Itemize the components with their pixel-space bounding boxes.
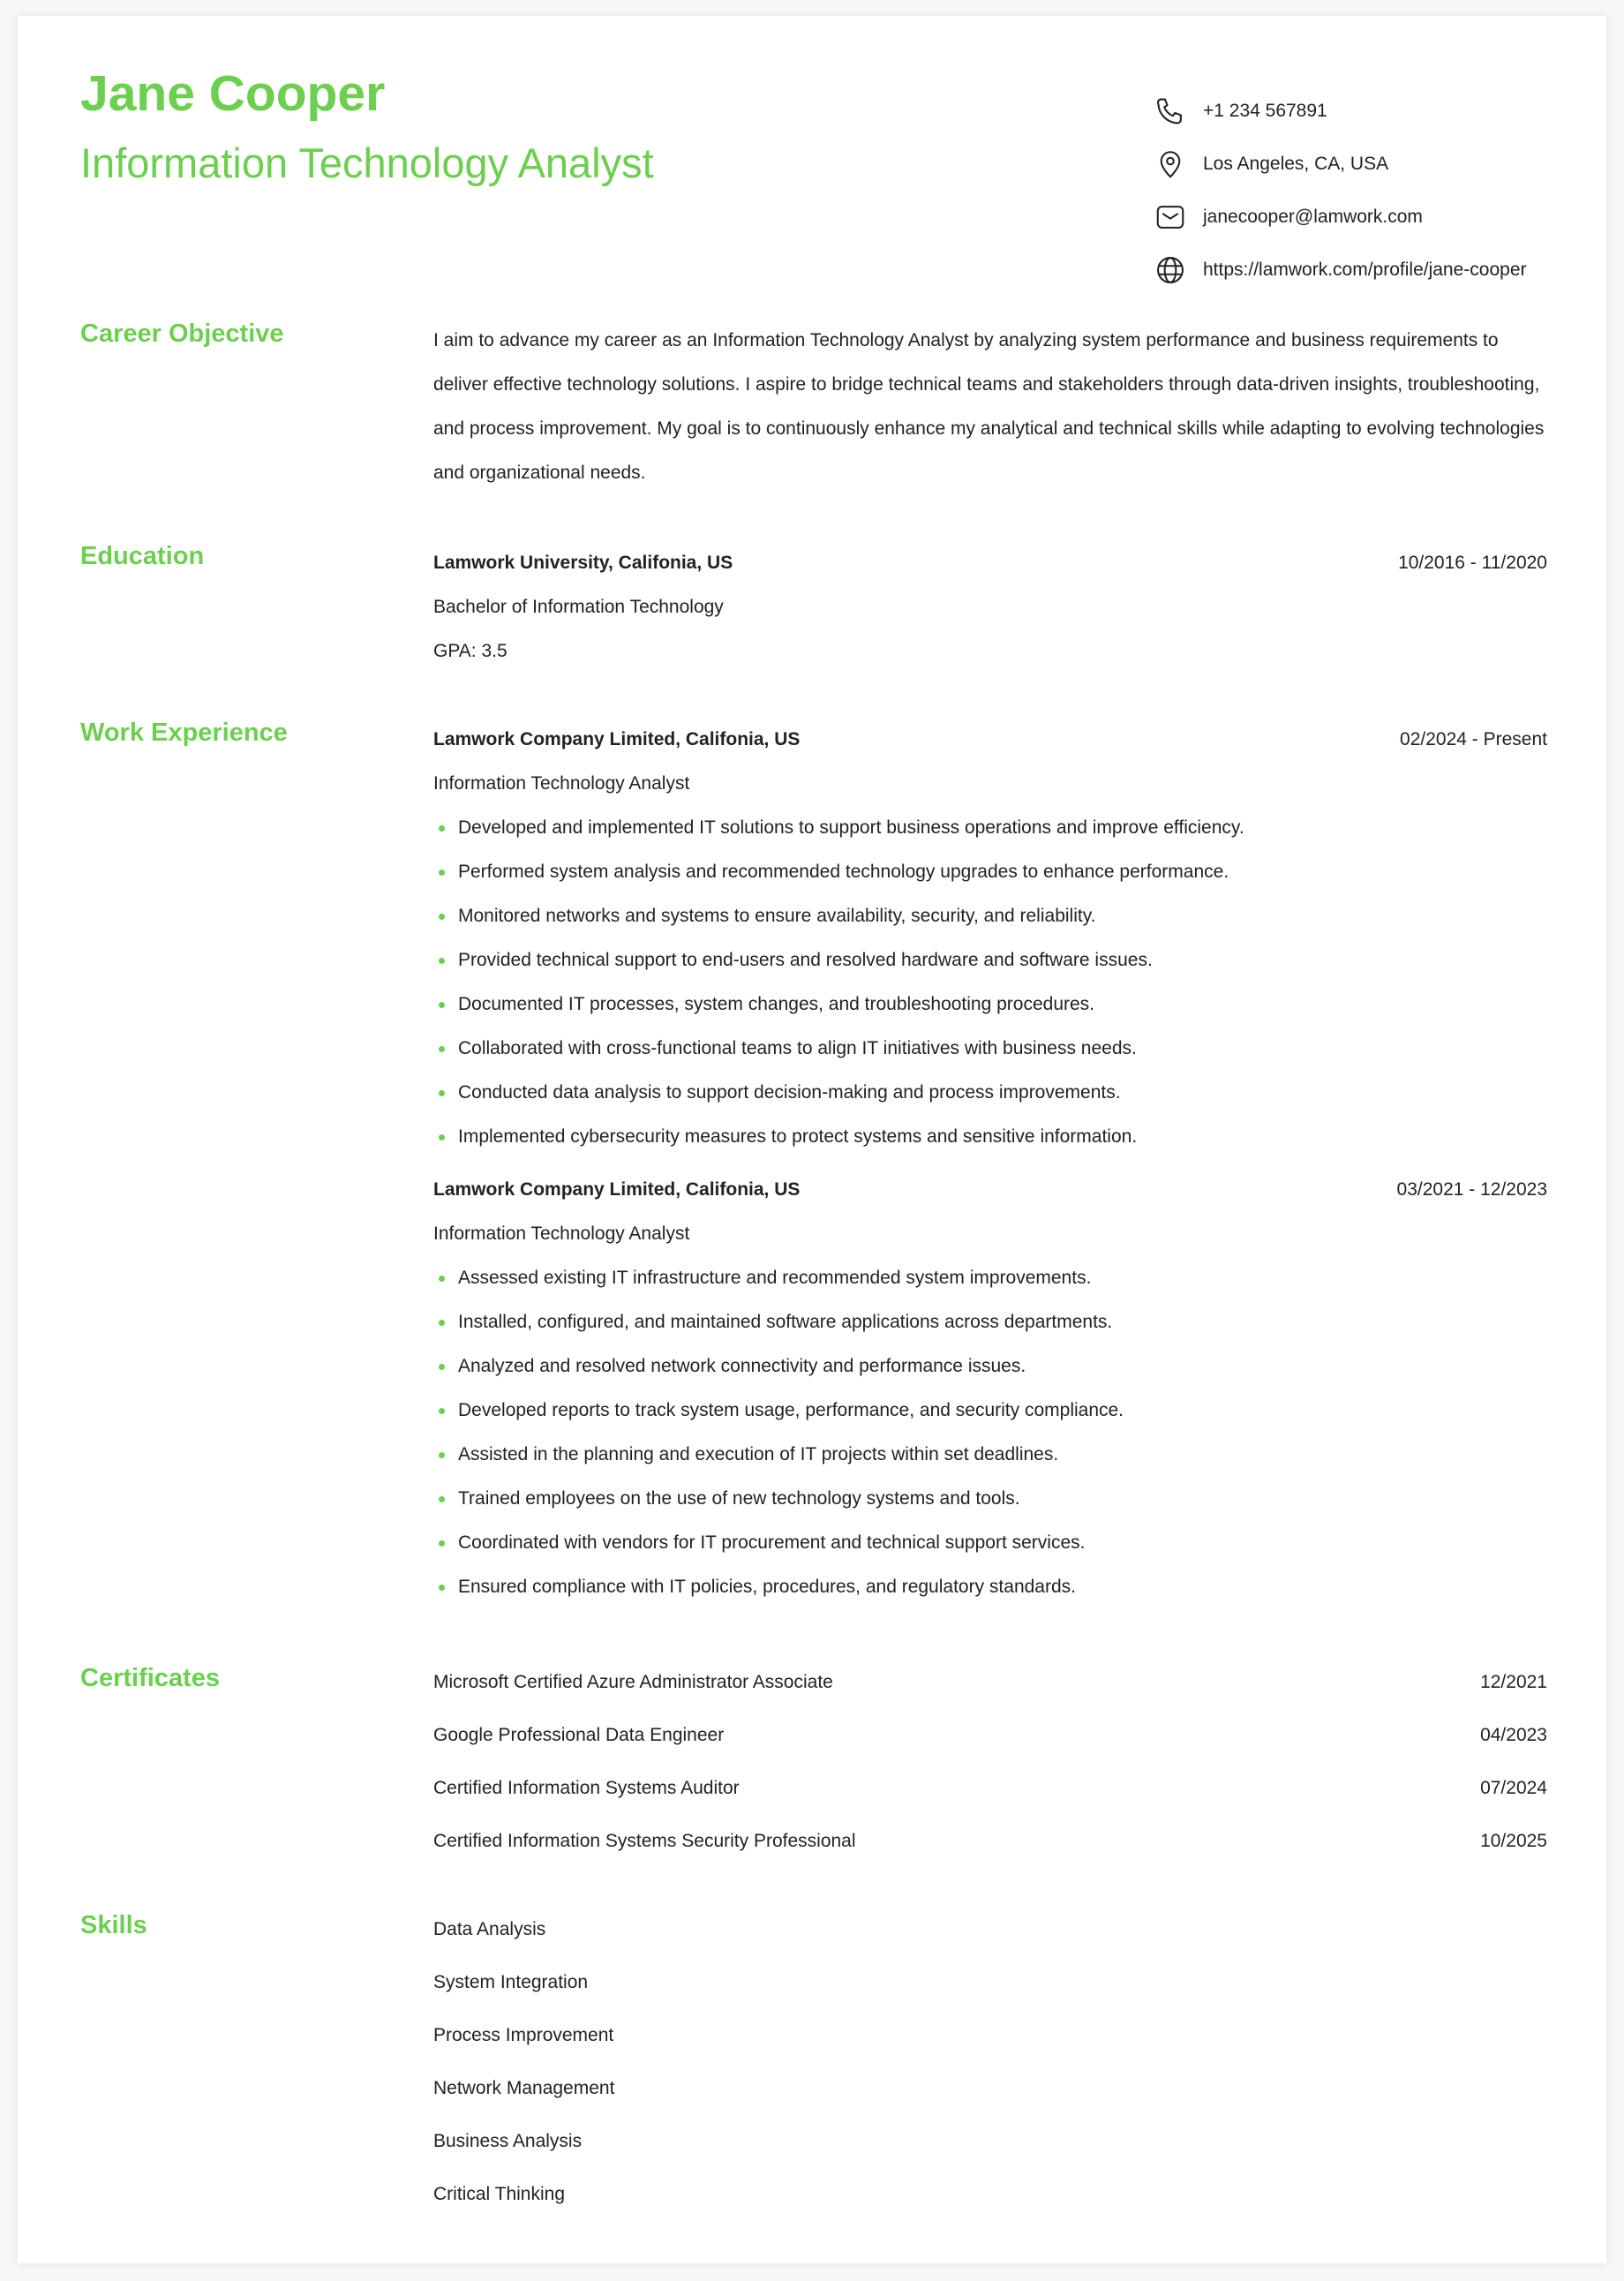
section-body <box>433 541 1547 674</box>
list-item <box>433 1565 1547 1609</box>
list-item <box>433 850 1547 894</box>
certificate-date: 10/2025 <box>1480 1831 1547 1851</box>
certificate-date: 12/2021 <box>1480 1672 1547 1692</box>
certificate-name: Microsoft Certified Azure Administrator Associate <box>433 1672 833 1692</box>
company-name: Lamwork Company Limited, Califonia, US <box>433 1179 801 1200</box>
list-item <box>433 1115 1547 1159</box>
certificate-row <box>433 1815 1547 1868</box>
skill-item: Business Analysis <box>433 2131 583 2151</box>
certificate-row <box>433 1709 1547 1762</box>
job-role: Information Technology Analyst <box>433 773 690 794</box>
bullet-dot-icon <box>439 869 445 876</box>
bullet-text: Provided technical support to end-users and resolved hardware and software issues. <box>458 950 1153 970</box>
contact-website <box>1154 244 1568 297</box>
bullet-text: Implemented cybersecurity measures to protect systems and sensitive information. <box>458 1126 1138 1147</box>
list-item <box>433 806 1547 850</box>
list-item <box>433 1027 1547 1071</box>
job-bullets <box>433 1256 1547 1609</box>
skill-item: Critical Thinking <box>433 2184 565 2204</box>
skill-item: Process Improvement <box>433 2025 614 2045</box>
list-item <box>433 894 1547 938</box>
bullet-text: Developed and implemented IT solutions to support business operations and improve efficiency. <box>458 817 1244 838</box>
list-item <box>433 1389 1547 1433</box>
bullet-dot-icon <box>439 1408 445 1414</box>
bullet-text: Assisted in the planning and execution of IT projects within set deadlines. <box>458 1444 1059 1464</box>
bullet-text: Coordinated with vendors for IT procurement and technical support services. <box>458 1532 1086 1553</box>
bullet-text: Documented IT processes, system changes, and troubleshooting procedures. <box>458 994 1095 1014</box>
education-dates: 10/2016 - 11/2020 <box>1398 553 1547 573</box>
job-header-row <box>433 718 1547 762</box>
globe-icon <box>1154 253 1187 287</box>
gpa: GPA: 3.5 <box>433 641 508 661</box>
bullet-text: Monitored networks and systems to ensure availability, security, and reliability. <box>458 906 1096 926</box>
list-item <box>433 1071 1547 1115</box>
job-entry <box>433 718 1547 1159</box>
resume-page <box>18 16 1606 2263</box>
contact-phone-text: +1 234 567891 <box>1203 101 1327 121</box>
list-item <box>433 938 1547 982</box>
list-item <box>433 982 1547 1027</box>
list-item <box>433 1521 1547 1565</box>
certificate-name: Certified Information Systems Security Professional <box>433 1831 856 1851</box>
company-name: Lamwork Company Limited, Califonia, US <box>433 729 801 749</box>
section-title: Work Experience <box>80 719 288 747</box>
bullet-dot-icon <box>439 1452 445 1458</box>
bullet-dot-icon <box>439 1364 445 1370</box>
list-item <box>433 1477 1547 1521</box>
job-entry <box>433 1168 1547 1609</box>
candidate-title: Information Technology Analyst <box>80 139 654 186</box>
job-role: Information Technology Analyst <box>433 1223 690 1244</box>
job-dates: 03/2021 - 12/2023 <box>1396 1179 1547 1200</box>
education-header-row <box>433 541 1547 585</box>
job-header-row <box>433 1168 1547 1212</box>
certificate-row <box>433 1656 1547 1709</box>
contact-email <box>1154 191 1568 244</box>
contact-location <box>1154 138 1568 191</box>
bullet-text: Developed reports to track system usage, performance, and security compliance. <box>458 1400 1124 1420</box>
section-title: Certificates <box>80 1664 220 1692</box>
contact-email-text[interactable]: janecooper@lamwork.com <box>1203 207 1423 227</box>
list-item <box>433 1256 1547 1300</box>
job-dates: 02/2024 - Present <box>1400 729 1547 749</box>
bullet-dot-icon <box>439 1540 445 1547</box>
section-body <box>433 1656 1547 1868</box>
contact-phone <box>1154 85 1568 138</box>
bullet-text: Installed, configured, and maintained software applications across departments. <box>458 1312 1113 1332</box>
location-pin-icon <box>1154 147 1187 181</box>
bullet-text: Performed system analysis and recommended technology upgrades to enhance performance. <box>458 862 1229 882</box>
contact-website-text[interactable]: https://lamwork.com/profile/jane-cooper <box>1203 260 1527 280</box>
list-item <box>433 1300 1547 1344</box>
certificate-row <box>433 1762 1547 1815</box>
bullet-dot-icon <box>439 1496 445 1502</box>
certificate-date: 07/2024 <box>1480 1778 1547 1798</box>
bullet-dot-icon <box>439 914 445 920</box>
school-name: Lamwork University, Califonia, US <box>433 553 733 573</box>
bullet-dot-icon <box>439 1320 445 1326</box>
bullet-dot-icon <box>439 1585 445 1591</box>
contact-location-text: Los Angeles, CA, USA <box>1203 154 1389 174</box>
bullet-dot-icon <box>439 825 445 832</box>
phone-icon <box>1154 94 1187 128</box>
bullet-dot-icon <box>439 1134 445 1140</box>
skill-item: Data Analysis <box>433 1919 546 1939</box>
section-title: Skills <box>80 1911 147 1939</box>
certificate-name: Google Professional Data Engineer <box>433 1725 725 1745</box>
resume-header <box>80 65 1563 280</box>
section-title: Education <box>80 542 205 570</box>
contact-list <box>1154 85 1568 297</box>
certificate-date: 04/2023 <box>1480 1725 1547 1745</box>
bullet-text: Analyzed and resolved network connectivity and performance issues. <box>458 1356 1026 1376</box>
bullet-dot-icon <box>439 1276 445 1282</box>
bullet-text: Trained employees on the use of new technology systems and tools. <box>458 1488 1020 1509</box>
objective-text: I aim to advance my career as an Information Technology Analyst by analyzing system performance and business requirements to deliver effective technology solutions. I aspire to bridge technical teams and stakeholders through data-driven insights, troubleshooting, and process improvement. My goal is to continuously enhance my analytical and technical skills while adapting to evolving technologies and organizational needs. <box>433 330 1545 483</box>
bullet-text: Collaborated with cross-functional teams to align IT initiatives with business needs. <box>458 1038 1137 1058</box>
section-body <box>433 1903 1547 2221</box>
list-item <box>433 1344 1547 1389</box>
job-bullets <box>433 806 1547 1159</box>
bullet-dot-icon <box>439 958 445 964</box>
section-body <box>433 718 1547 1609</box>
bullet-text: Assessed existing IT infrastructure and recommended system improvements. <box>458 1268 1092 1288</box>
bullet-dot-icon <box>439 1090 445 1096</box>
section-title: Career Objective <box>80 320 284 348</box>
section-body <box>433 319 1547 495</box>
candidate-name: Jane Cooper <box>80 65 386 122</box>
bullet-dot-icon <box>439 1002 445 1008</box>
skill-item: Network Management <box>433 2078 615 2098</box>
certificate-name: Certified Information Systems Auditor <box>433 1778 740 1798</box>
degree: Bachelor of Information Technology <box>433 597 724 617</box>
bullet-dot-icon <box>439 1046 445 1052</box>
bullet-text: Ensured compliance with IT policies, procedures, and regulatory standards. <box>458 1577 1076 1597</box>
list-item <box>433 1433 1547 1477</box>
bullet-text: Conducted data analysis to support decision-making and process improvements. <box>458 1082 1121 1103</box>
skill-item: System Integration <box>433 1972 589 1992</box>
mail-icon <box>1154 200 1187 234</box>
